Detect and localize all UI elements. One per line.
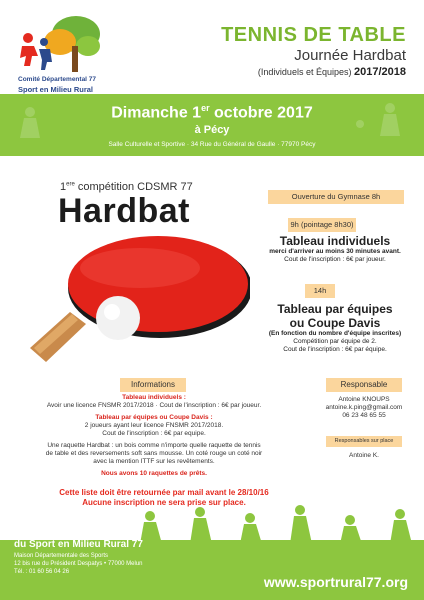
- deadline-line-1: Cette liste doit être retournée par mail avant le 28/10/16: [59, 488, 269, 497]
- date-suffix: octobre 2017: [209, 104, 313, 122]
- individual-block: [250, 234, 420, 264]
- afternoon-time-tag: 14h: [305, 284, 335, 298]
- onsite-heading: Responsables sur place: [326, 436, 402, 447]
- footer-website-link[interactable]: www.sportrural77.org: [263, 574, 408, 590]
- ping-pong-paddle-icon: [30, 228, 250, 368]
- team-note-1: Compétition par équipe de 2.: [293, 338, 377, 345]
- informations-heading: Informations: [120, 378, 186, 392]
- logo: [14, 12, 110, 96]
- info-racket-1: Une raquette Hardbat : un bois comme n'importe quelle raquette de tennis: [47, 442, 261, 449]
- event-place: à Pécy: [194, 124, 230, 136]
- info-team-label: Tableau par équipes ou Coupe Davis :: [95, 414, 213, 421]
- page-subtitle: Journée Hardbat: [294, 47, 406, 64]
- footer-address-1: Maison Départementale des Sports: [14, 553, 109, 559]
- deadline-line-2: Aucune inscription ne sera prise sur place.: [82, 498, 246, 507]
- opening-tag: Ouverture du Gymnase 8h: [268, 190, 404, 204]
- date-sup: er: [201, 103, 210, 113]
- informations-block: [14, 394, 294, 478]
- info-racket-3: avec la mention ITTF sur les revêtements.: [93, 458, 215, 465]
- team-block: [250, 302, 420, 354]
- footer-org-line-1: Comité Départemental: [14, 528, 121, 539]
- competition-name: Hardbat: [58, 192, 190, 230]
- date-prefix: Dimanche 1: [111, 104, 202, 122]
- individual-note: Cout de l'inscription : 6€ par joueur.: [284, 256, 386, 263]
- page-title: TENNIS DE TABLE: [221, 24, 406, 46]
- tree-logo-icon: [14, 12, 110, 76]
- info-racket-note: Nous avons 10 raquettes de prêts.: [101, 470, 207, 477]
- info-indiv-text: Avoir une licence FNSMR 2017/2018 · Cout de l'inscription : 6€ par joueur.: [46, 402, 262, 409]
- team-note-2: Cout de l'inscription : 6€ par équipe.: [283, 346, 387, 353]
- ball-icon: [96, 296, 140, 340]
- logo-caption-line1: Comité Départemental 77: [18, 76, 97, 83]
- competition-text: compétition CDSMR 77: [74, 181, 193, 193]
- responsable-name: Antoine KNOUPS: [338, 396, 390, 403]
- season-line: [258, 66, 406, 78]
- team-note-bold: (En fonction du nombre d'équipe inscrites): [268, 330, 402, 337]
- responsable-phone[interactable]: 06 23 48 65 55: [342, 412, 386, 419]
- morning-time-tag: 9h (pointage 8h30): [288, 218, 356, 232]
- onsite-name: Antoine K.: [349, 452, 379, 459]
- season-year: 2017/2018: [354, 66, 406, 78]
- event-address: Salle Culturelle et Sportive · 34 Rue du Général de Gaulle · 77970 Pécy: [108, 141, 316, 148]
- header: [0, 0, 424, 100]
- responsable-email[interactable]: antoine.k.ping@gmail.com: [325, 404, 403, 411]
- team-title-1: Tableau par équipes: [277, 302, 393, 316]
- footer-address-2: 12 bis rue du Président Despatys • 77000 Melun: [14, 561, 143, 567]
- info-team-text-1: 2 joueurs ayant leur licence FNSMR 2017/2018.: [84, 422, 224, 429]
- logo-caption-line2: Sport en Milieu Rural: [18, 85, 94, 94]
- info-indiv-label: Tableau individuels :: [122, 394, 186, 401]
- responsable-heading: Responsable: [326, 378, 402, 392]
- individual-title: Tableau individuels: [279, 234, 391, 248]
- responsable-block: [306, 396, 422, 420]
- individual-note-bold: merci d'arriver au moins 30 minutes avant.: [269, 248, 401, 255]
- info-team-text-2: Cout de l'inscription : 6€ par equipe.: [102, 430, 206, 437]
- footer-org-line-2: du Sport en Milieu Rural 77: [14, 539, 143, 550]
- season-prefix: (Individuels et Équipes): [257, 67, 352, 77]
- team-title-2: ou Coupe Davis: [289, 316, 381, 330]
- footer-phone: Tél. : 01 60 56 04 26: [14, 569, 70, 575]
- competition-number-sup: ere: [66, 181, 75, 188]
- info-racket-2: de table et des reversements soft sans mousse. Un coté rouge un coté noir: [45, 450, 263, 457]
- competition-number: 1: [60, 181, 67, 193]
- event-date: [0, 103, 424, 122]
